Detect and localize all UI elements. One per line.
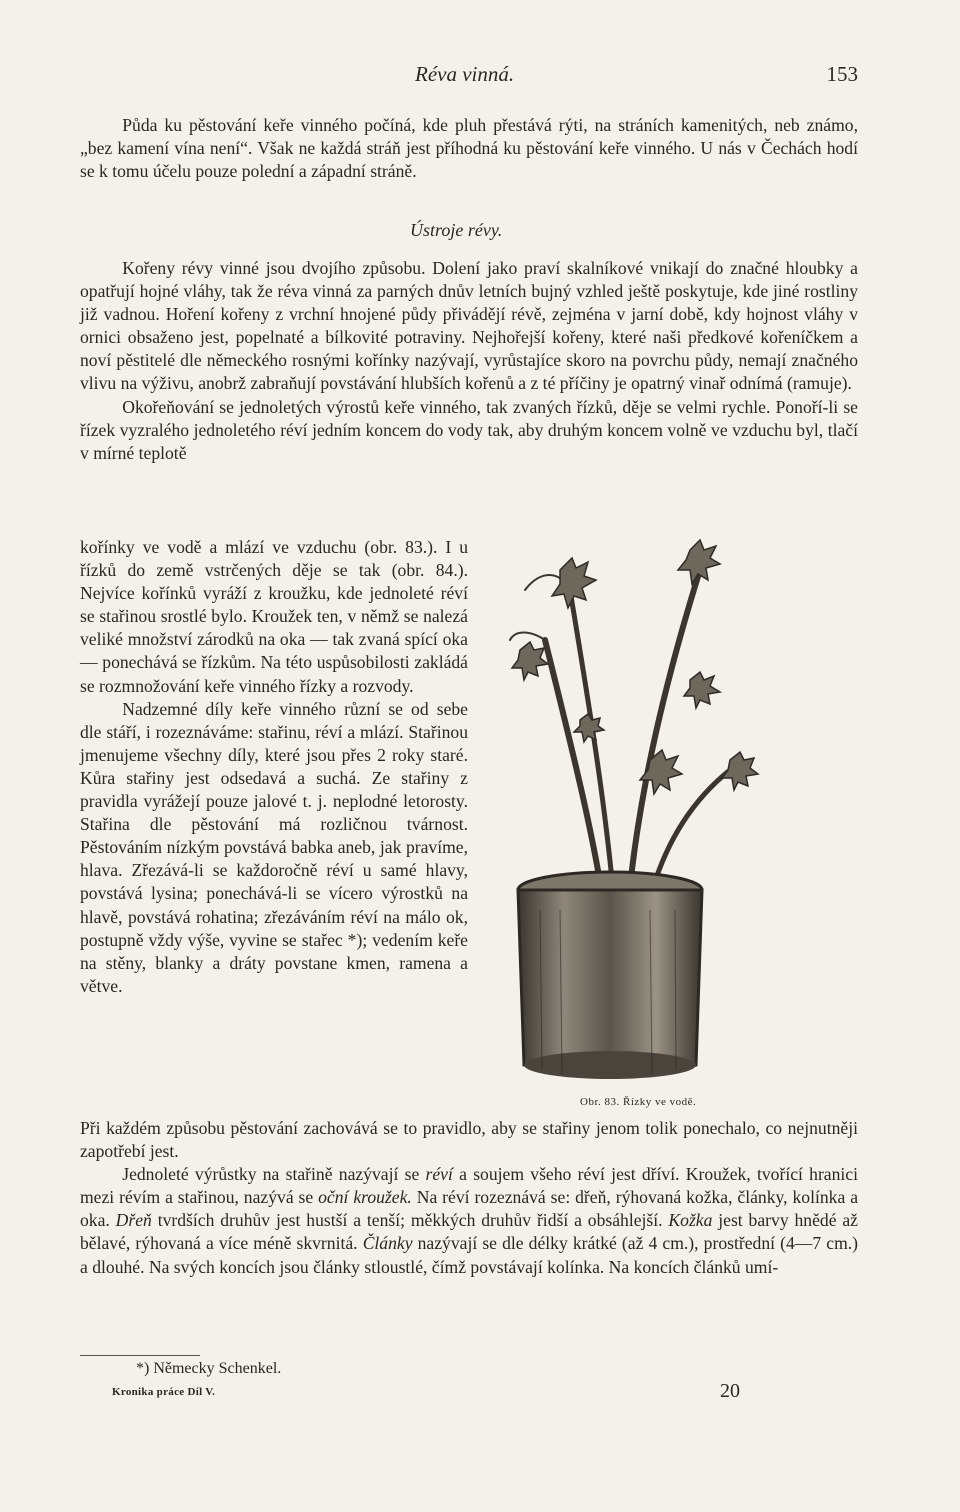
footnote: *) Německy Schenkel. — [136, 1360, 282, 1377]
footnote-divider — [80, 1355, 200, 1356]
text-run: jest barvy hnědé až bělavé, rýhovaná a více méně skvrnitá. — [80, 1210, 858, 1254]
text-run: tvrdších druhův jest hustší a tenší; měkkých druhův řidší a obsáhlejší. — [151, 1210, 669, 1231]
narrow-column — [80, 536, 468, 998]
glass-jar-drawing — [518, 872, 702, 1079]
italic-term: réví — [425, 1164, 453, 1185]
paragraph-rule: Při každém způsobu pěstování zachovává se to pravidlo, aby se stařiny jenom tolik ponechalo, co nejnutněji zapotřebí jest. — [80, 1118, 858, 1162]
running-title: Réva vinná. — [415, 62, 515, 86]
italic-term: oční kroužek. — [318, 1187, 412, 1208]
page-number: 153 — [826, 62, 858, 86]
intro-paragraph-block — [80, 114, 858, 183]
italic-term: Dřeň — [115, 1210, 152, 1231]
text-run: nazývají se dle délky krátké (až 4 cm.), prostřední (4—7 cm.) a dlouhé. Na svých koncích jsou články stloustlé, čímž povstávají kolínka. Na koncích článků umí- — [80, 1233, 859, 1277]
italic-term: Kožka — [668, 1210, 713, 1231]
paragraph-roots: Kořeny révy vinné jsou dvojího způsobu. Dolení jako praví skalníkové vnikají do značné hloubky a opatřují hojné vláhy, tak že réva vinná za parných dnův letních bujný vzhled ještě poskytuje, kde jiné rostliny již vadnou. Hoření kořeny z vrchní hnojené půdy přivádějí révě, zejména v jarní době, kdy hojnost vláhy v ornici obsaženo jest, popelnaté a bílkovité potraviny. Nejhořejší kořeny, které naši předkové kořeníčkem a noví pěstitelé dle německého rosnými kořínky nazývají, vyrůstajíce skoro na povrchu půdy, nemají značného vlivu na výživu, anobrž zabraňují povstávání hlubších kořenů a z té příčiny je opatrný vinař odnímá (ramuje). — [80, 258, 858, 394]
page-header — [80, 62, 858, 90]
section-heading: Ústroje révy. — [410, 220, 503, 240]
footer-publication: Kronika práce Díl V. — [112, 1386, 216, 1398]
text-run: a soujem všeho réví jest dříví. Kroužek, tvořící hranici mezi révím a stařinou, nazývá se — [80, 1164, 858, 1208]
roots-paragraph-block — [80, 257, 858, 465]
lower-paragraph-block — [80, 1117, 858, 1279]
footer-signature-number: 20 — [720, 1380, 740, 1402]
paragraph-above-ground: Nadzemné díly keře vinného různí se od sebe dle stáří, i rozeznáváme: stařinu, réví a mlází. Stařinou jmenujeme všechny díly, které jsou přes 2 roky staré. Kůra stařiny jest odsedavá a suchá. Ze stařiny z pravidla vyrážejí pouze jalové t. j. neplodné letorosty. Stařina dle pěstování má rozličnou tvárnost. Pěstováním nízkým povstává babka aneb, jak pravíme, hlava. Zřezává-li se každoročně réví u samé hlavy, povstává lysina; ponechává-li se vícero výrostků na hlavě, povstává rohatina; zřezáváním réví na málo ok, postupně vždy výše, vyvine se stařec *); vedením keře na stěny, blanky a dráty povstane kmen, ramena a větve. — [80, 698, 468, 996]
italic-term: Články — [362, 1233, 413, 1254]
text-run: Jednoleté výrůstky na stařině nazývají se — [122, 1164, 426, 1185]
figure-cuttings-in-water — [500, 530, 770, 1090]
paragraph-rooting: Okořeňování se jednoletých výrostů keře vinného, tak zvaných řízků, děje se velmi rychle. Ponoří-li se řízek vyzralého jednoletého réví jedním koncem do vody tak, aby druhým koncem volně ve vzduchu byl, tlačí v mírné teplotě — [80, 396, 858, 463]
figure-caption: Obr. 83. Řízky ve vodě. — [580, 1096, 697, 1108]
paragraph-shoots — [80, 1163, 858, 1278]
text-run: Na réví rozeznává se: dřeň, rýhovaná kožka, články, kolínka a oka. — [80, 1187, 859, 1231]
paragraph-cuttings: kořínky ve vodě a mlází ve vzduchu (obr. 83.). I u řízků do země vstrčených děje se tak (obr. 84.). Nejvíce kořínků vyráží z kroužku, kde jednoleté réví se stařinou srostlé bylo. Kroužek ten, v němž se nalezá veliké množství zárodků na oka — tak zvaná spící oka — ponechává se řízkům. Na této uspůsobilosti zakládá se rozmnožování keře vinného řízky a rozvody. — [80, 537, 468, 696]
paragraph-soil: Půda ku pěstování keře vinného počíná, kde pluh přestává rýti, na stráních kamenitých, neb známo, „bez kamení vína není“. Však ne každá stráň jest příhodná ku pěstování keře vinného. U nás v Čechách hodí se k tomu účelu pouze polední a západní stráně. — [80, 115, 858, 182]
